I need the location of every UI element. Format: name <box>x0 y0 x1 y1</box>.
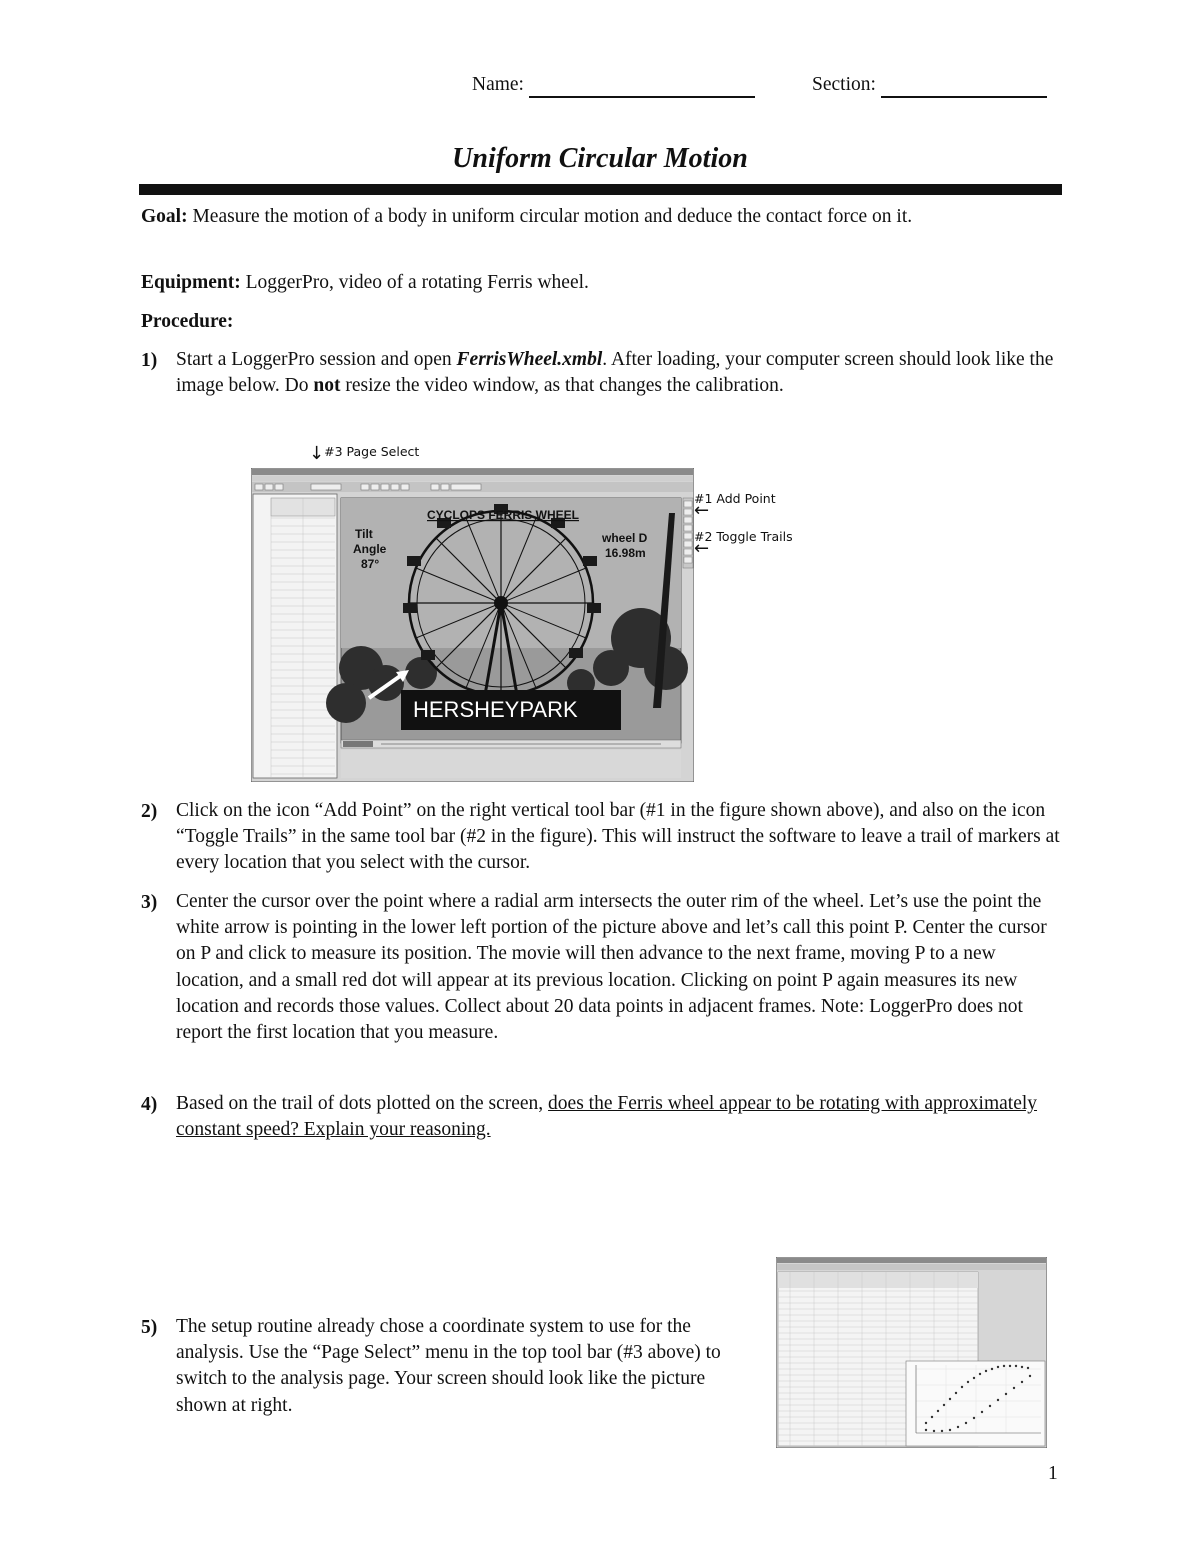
goal-text: Measure the motion of a body in uniform circular motion and deduce the contact force on it. <box>187 206 913 227</box>
name-blank[interactable] <box>529 78 755 98</box>
step-3-number: 3) <box>141 892 158 913</box>
screenshot-drawing <box>251 468 694 782</box>
analysis-page-screenshot <box>776 1257 1047 1448</box>
step-2-number: 2) <box>141 801 158 822</box>
procedure-heading: Procedure: <box>141 311 234 332</box>
step-5-number: 5) <box>141 1317 158 1338</box>
video-wheel-line-2: 16.98m <box>605 546 646 560</box>
step-4-part-1: Based on the trail of dots plotted on the screen, <box>176 1093 549 1114</box>
goal-label: Goal: <box>141 206 188 227</box>
step-4-number: 4) <box>141 1094 158 1115</box>
video-banner: CYCLOPS FERRIS WHEEL <box>427 508 580 522</box>
hersheypark-logo: HERSHEYPARK <box>413 697 578 722</box>
step-1-filename: FerrisWheel.xmbl <box>456 349 603 370</box>
step-4-text <box>176 1091 1066 1143</box>
equipment-text: LoggerPro, video of a rotating Ferris wheel. <box>240 272 589 293</box>
step-2-text: Click on the icon “Add Point” on the right vertical tool bar (#1 in the figure shown above), and also on the icon “Toggle Trails” in the same tool bar (#2 in the figure). This will instruct the software to leave a trail of markers at every location that you select with the cursor. <box>176 800 1060 874</box>
step-1-part-1: Start a LoggerPro session and open <box>176 349 457 370</box>
name-field[interactable] <box>472 72 755 98</box>
video-tilt-line-2: Angle <box>353 542 387 556</box>
video-tilt-line-1: Tilt <box>355 527 373 541</box>
analysis-screenshot-drawing <box>776 1257 1047 1448</box>
step-1-bold: not <box>313 375 341 397</box>
down-arrow-icon: ↓ <box>309 443 325 464</box>
toggle-trails-callout-label: #2 Toggle Trails <box>694 529 793 544</box>
add-point-callout-label: #1 Add Point <box>694 491 776 506</box>
step-4-question: does the Ferris wheel appear to be rotating with approximately constant speed? Explain your reasoning. <box>176 1093 1038 1141</box>
page-title: Uniform Circular Motion <box>452 143 748 174</box>
section-label: Section: <box>812 74 876 95</box>
equipment-label: Equipment: <box>141 272 241 293</box>
step-1-part-3: resize the video window, as that changes the calibration. <box>340 375 784 397</box>
title-rule <box>139 184 1062 195</box>
step-1-part-2: . After loading, your computer screen should look like the image below. Do <box>176 349 1054 397</box>
goal-paragraph <box>141 204 1066 230</box>
video-tilt-line-3: 87° <box>361 557 380 571</box>
step-3-text: Center the cursor over the point where a radial arm intersects the outer rim of the wheel. Let’s use the point the white arrow is pointing in the lower left portion of the picture above and let’s call this point P. Center the cursor on P and click to measure its position. The movie will then advance to the next frame, moving P to a new location, and a small red dot will appear at its previous location. Clicking on point P again measures its new location and records those values. Collect about 20 data points in adjacent frames. Note: LoggerPro does not report the first location that you measure. <box>176 891 1047 1044</box>
page-select-callout-label: #3 Page Select <box>324 444 420 459</box>
step-1-text <box>176 347 1066 399</box>
equipment-paragraph <box>141 270 1066 296</box>
loggerpro-video-screenshot <box>251 468 694 782</box>
left-arrow-icon: ← <box>694 500 710 521</box>
section-field[interactable] <box>812 72 1047 98</box>
page-number: 1 <box>1048 1463 1058 1484</box>
left-arrow-icon: ← <box>694 538 710 559</box>
video-wheel-line-1: wheel D <box>602 531 648 545</box>
page-select-callout <box>309 443 420 464</box>
name-label: Name: <box>472 74 524 95</box>
section-blank[interactable] <box>881 78 1047 98</box>
step-5-text: The setup routine already chose a coordinate system to use for the analysis. Use the “Page Select” menu in the top tool bar (#3 above) to switch to the analysis page. Your screen should look like the picture shown at right. <box>176 1316 721 1416</box>
step-1-number: 1) <box>141 350 158 371</box>
